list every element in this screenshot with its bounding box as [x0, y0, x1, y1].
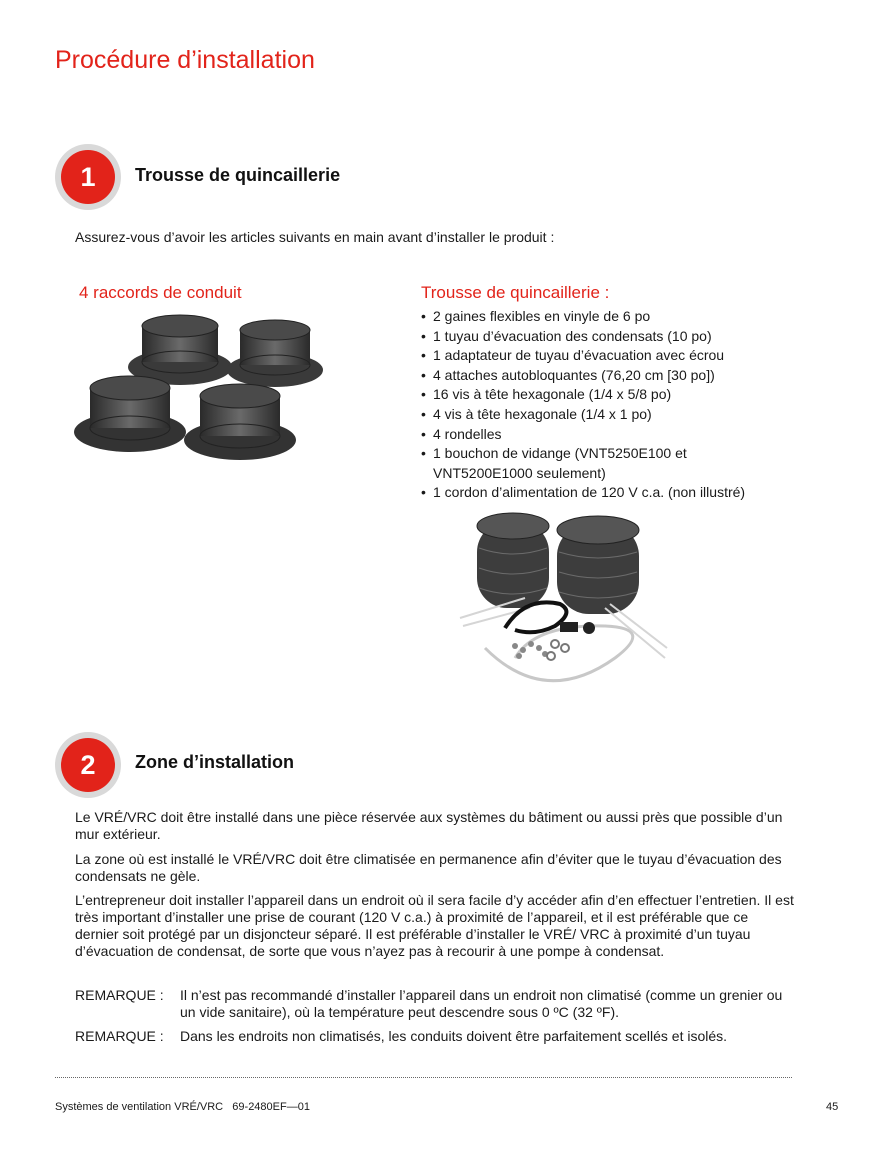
step-number: 1	[61, 150, 115, 204]
kit-item: • 4 vis à tête hexagonale (1/4 x 1 po)	[421, 405, 801, 425]
kit-item: • 4 attaches autobloquantes (76,20 cm [30 po])	[421, 366, 801, 386]
hardware-kit-heading: Trousse de quincaillerie :	[421, 283, 610, 302]
duct-collars-image	[70, 312, 335, 482]
remark-text: Dans les endroits non climatisés, les conduits doivent être parfaitement scellés et isolés.	[180, 1028, 728, 1044]
step2-paragraph: La zone où est installé le VRÉ/VRC doit être climatisée en permanence afin d’éviter que le tuyau d’évacuation des condensats ne gèle.	[75, 851, 782, 884]
step2-title: Zone d’installation	[135, 752, 295, 772]
kit-item: • 4 rondelles	[421, 425, 801, 445]
hardware-kit-image	[455, 508, 675, 698]
kit-item: • 1 adaptateur de tuyau d’évacuation avec écrou	[421, 346, 801, 366]
step2-paragraph: L’entrepreneur doit installer l’appareil dans un endroit où il sera facile d’y accéder afin d’en effectuer l’entretien. Il est très important d’installer une prise de courant (120 V c.a.) à proximité de l’appareil, et il est préférable que ce dernier soit protégé par un disjoncteur séparé. Il est préférable d’installer le VRÉ/ VRC à proximité d’un tuyau d’évacuation de condensat, de sorte que vous n’ayez pas à recourir à une pompe à condensat.	[75, 892, 794, 959]
remark-label: REMARQUE :	[75, 987, 164, 1003]
step2-paragraph: Le VRÉ/VRC doit être installé dans une pièce réservée aux systèmes du bâtiment ou aussi près que possible d’un mur extérieur.	[75, 809, 783, 842]
duct-collars-heading: 4 raccords de conduit	[79, 283, 242, 302]
step1-intro: Assurez-vous d’avoir les articles suivants en main avant d’installer le produit :	[75, 229, 555, 245]
remark	[75, 1028, 795, 1045]
step-badge-1	[55, 144, 121, 210]
footer-doc-title: Systèmes de ventilation VRÉ/VRC 69-2480EF—01	[55, 1101, 310, 1113]
remark-text: Il n’est pas recommandé d’installer l’appareil dans un endroit non climatisé (comme un grenier ou un vide sanitaire), où la température peut descendre sous 0 ºC (32 ºF).	[180, 987, 783, 1020]
page-title: Procédure d’installation	[55, 46, 315, 74]
page-number: 45	[826, 1101, 839, 1113]
remark-label: REMARQUE :	[75, 1028, 164, 1044]
step-number: 2	[61, 738, 115, 792]
kit-item: • 2 gaines flexibles en vinyle de 6 po	[421, 307, 801, 327]
remark	[75, 987, 795, 1021]
kit-item: • 1 bouchon de vidange (VNT5250E100 et VNT5200E1000 seulement)	[421, 444, 713, 483]
hardware-kit-list	[421, 307, 801, 503]
footer-divider	[55, 1077, 792, 1078]
step1-title: Trousse de quincaillerie	[135, 165, 341, 185]
kit-item: • 1 cordon d’alimentation de 120 V c.a. (non illustré)	[421, 483, 801, 503]
step-badge-2	[55, 732, 121, 798]
kit-item: • 16 vis à tête hexagonale (1/4 x 5/8 po)	[421, 385, 801, 405]
kit-item: • 1 tuyau d’évacuation des condensats (10 po)	[421, 327, 801, 347]
